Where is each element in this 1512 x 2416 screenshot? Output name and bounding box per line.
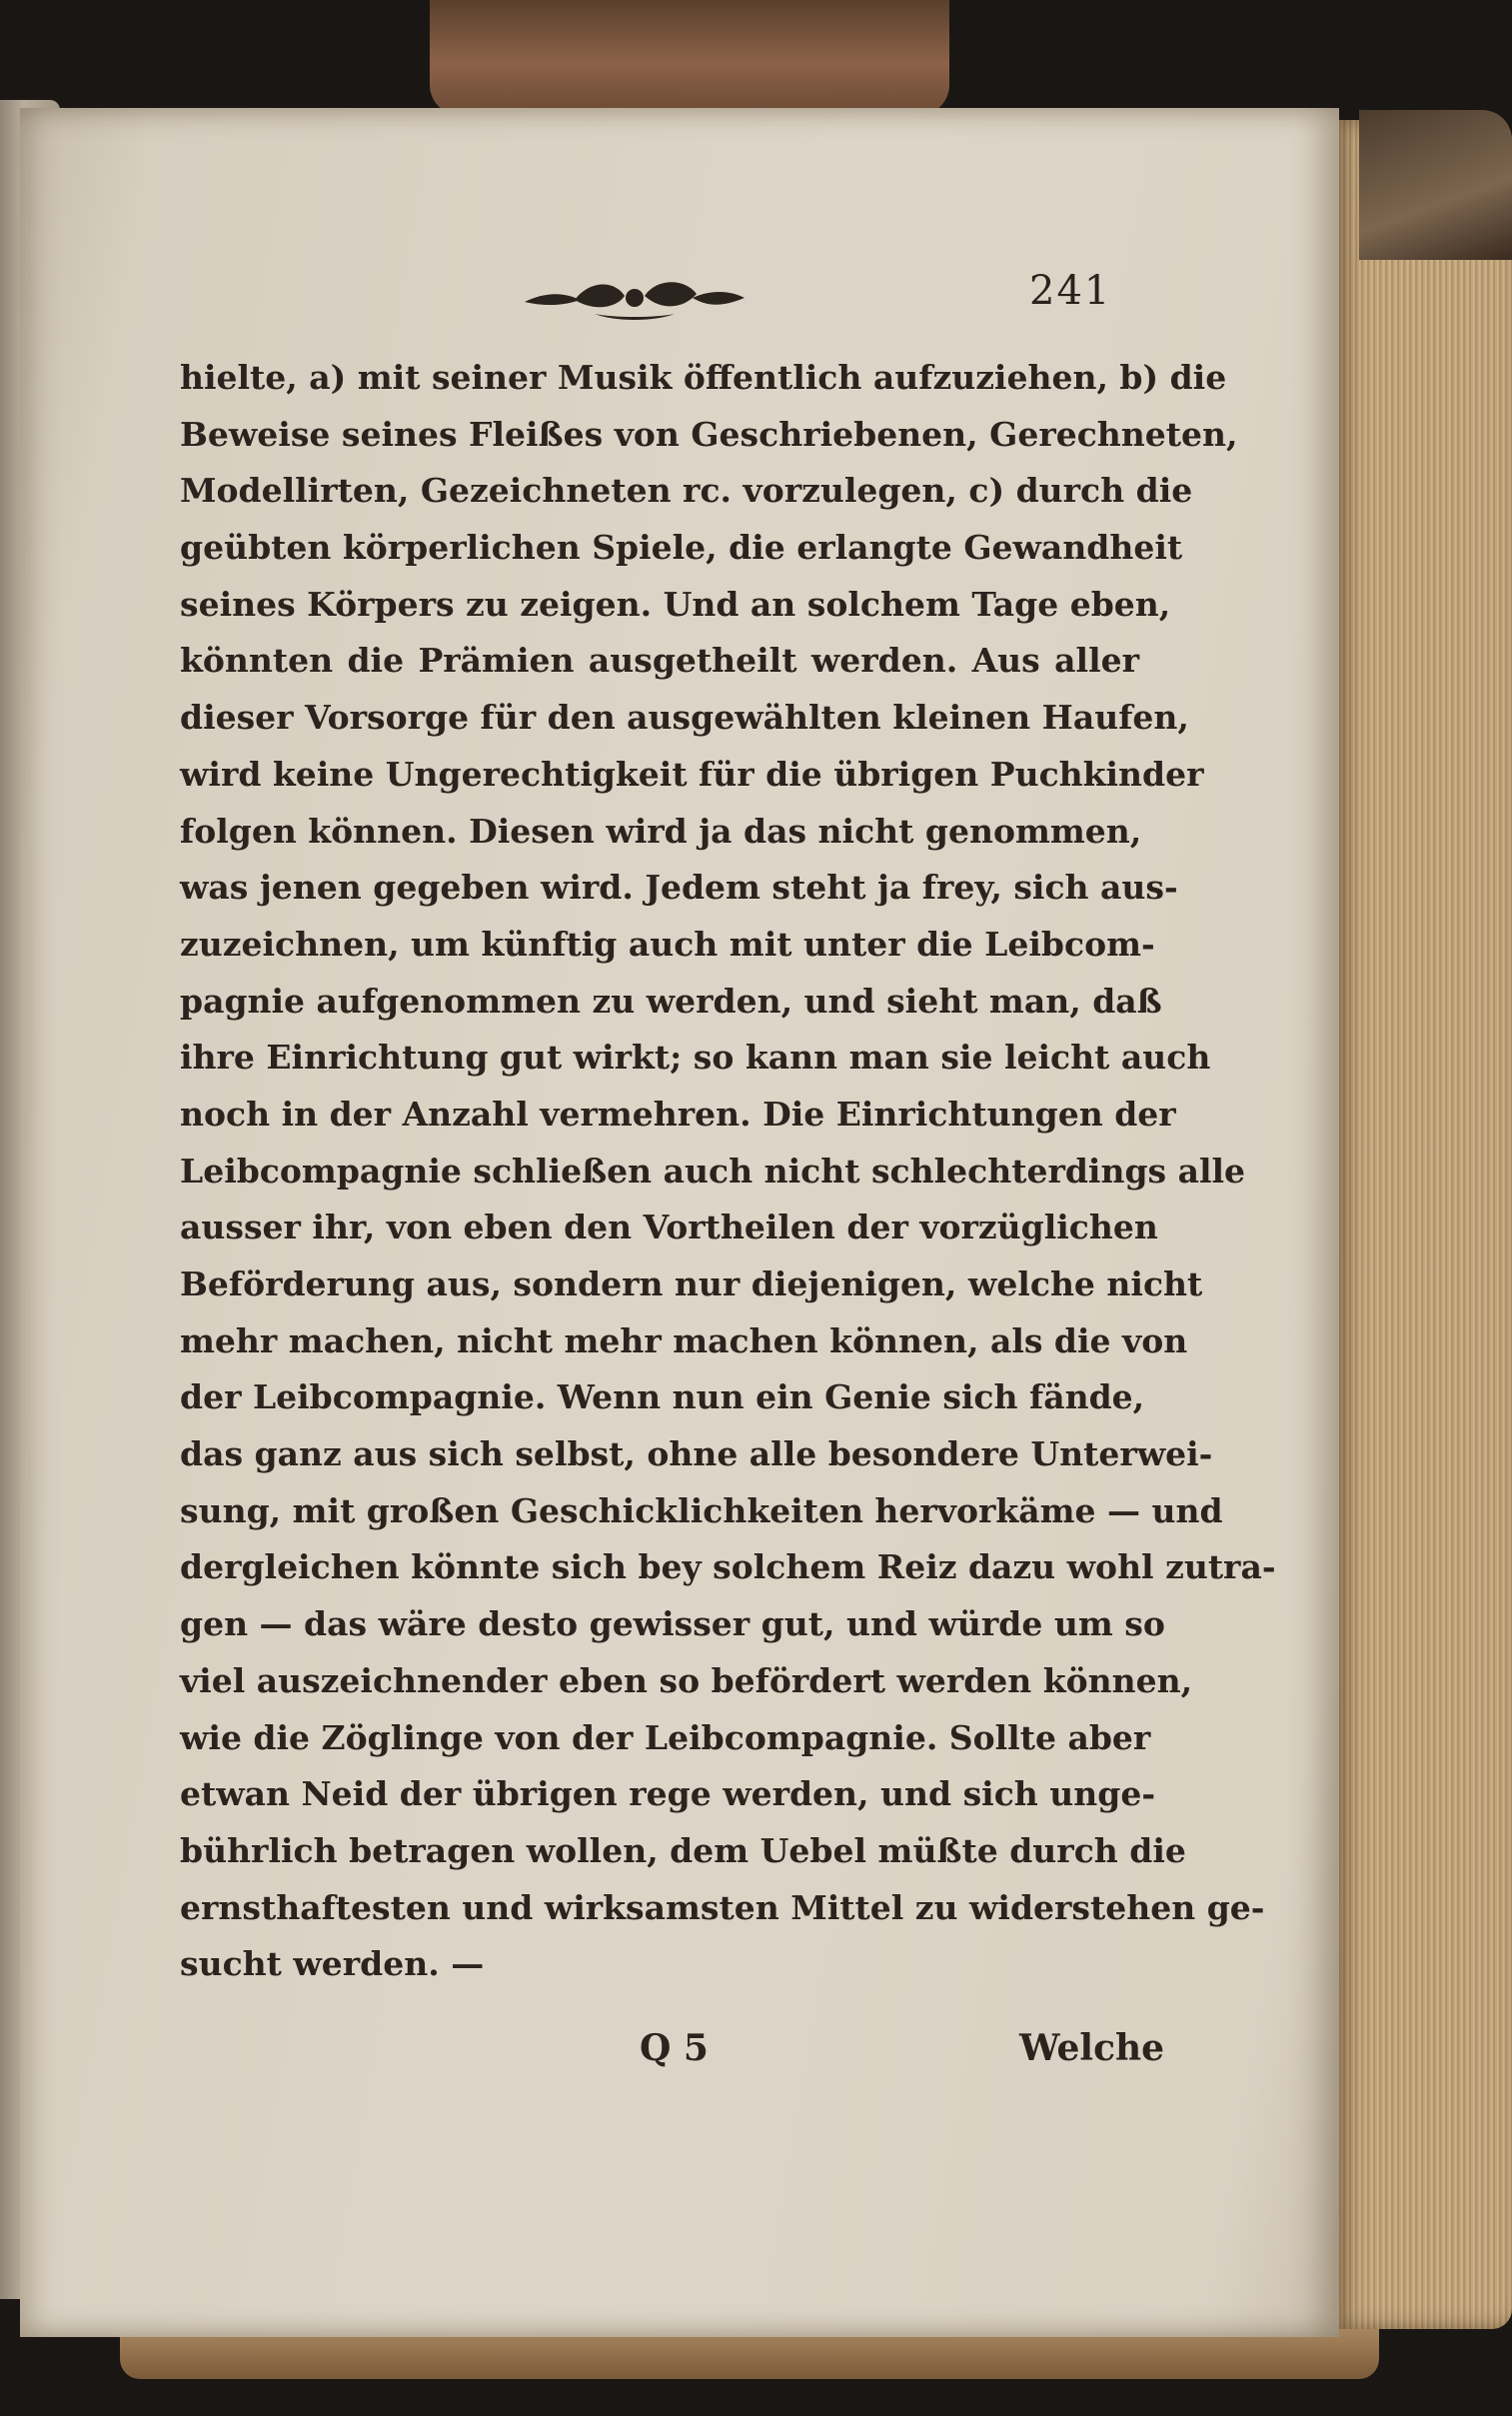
text-line: Beweise seines Fleißes von Geschriebenen, Gerechneten, <box>180 414 1238 454</box>
text-line: viel auszeichnender eben so befördert werden können, <box>180 1660 1193 1700</box>
text-line: ihre Einrichtung gut wirkt; so kann man sie leicht auch <box>180 1038 1211 1078</box>
book-ribbon-strap <box>430 0 949 115</box>
text-line: folgen können. Diesen wird ja das nicht genommen, <box>180 811 1142 851</box>
page-number: 241 <box>1029 268 1112 314</box>
text-line: was jenen gegeben wird. Jedem steht ja frey, sich aus- <box>180 868 1178 908</box>
text-line: noch in der Anzahl vermehren. Die Einrichtungen der <box>180 1094 1176 1134</box>
book-cover-corner <box>1359 110 1512 260</box>
text-line: pagnie aufgenommen zu werden, und sieht man, daß <box>180 981 1162 1021</box>
book-page-stack <box>1334 120 1512 2329</box>
page-header <box>525 268 1124 328</box>
text-line: das ganz aus sich selbst, ohne alle besondere Unterwei- <box>180 1434 1213 1474</box>
text-line: ausser ihr, von eben den Vortheilen der vorzüglichen <box>180 1208 1158 1247</box>
body-text <box>180 350 1276 1993</box>
signature-mark: Q 5 <box>640 2027 709 2069</box>
text-line: Leibcompagnie schließen auch nicht schlechterdings alle <box>180 1151 1246 1191</box>
text-line: Modellirten, Gezeichneten rc. vorzulegen, c) durch die <box>180 471 1193 511</box>
text-line: wird keine Ungerechtigkeit für die übrigen Puchkinder <box>180 754 1204 794</box>
text-line: geübten körperlichen Spiele, die erlangte Gewandheit <box>180 528 1183 568</box>
text-line: mehr machen, nicht mehr machen können, als die von <box>180 1320 1188 1360</box>
text-line: zuzeichnen, um künftig auch mit unter die Leibcom- <box>180 924 1155 964</box>
text-line: sucht werden. — <box>180 1944 485 1984</box>
text-line: wie die Zöglinge von der Leibcompagnie. Sollte aber <box>180 1717 1151 1757</box>
page-footer <box>640 2027 1165 2087</box>
text-line: könnten die Prämien ausgetheilt werden. Aus aller <box>180 641 1139 681</box>
text-line: Beförderung aus, sondern nur diejenigen, welche nicht <box>180 1264 1203 1303</box>
text-line: dergleichen könnte sich bey solchem Reiz dazu wohl zutra- <box>180 1547 1276 1587</box>
text-line: bührlich betragen wollen, dem Uebel müßte durch die <box>180 1830 1186 1870</box>
text-line: sung, mit großen Geschicklichkeiten hervorkäme — und <box>180 1490 1223 1530</box>
text-line: ernsthaftesten und wirksamsten Mittel zu widerstehen ge- <box>180 1887 1265 1927</box>
text-line: hielte, a) mit seiner Musik öffentlich aufzuziehen, b) die <box>180 358 1227 397</box>
text-line: der Leibcompagnie. Wenn nun ein Genie sich fände, <box>180 1377 1145 1417</box>
text-line: etwan Neid der übrigen rege werden, und sich unge- <box>180 1774 1156 1814</box>
fleuron-ornament-icon <box>525 274 745 324</box>
catchword: Welche <box>1019 2027 1165 2069</box>
text-line: gen — das wäre desto gewisser gut, und würde um so <box>180 1604 1165 1644</box>
text-line: seines Körpers zu zeigen. Und an solchem Tage eben, <box>180 584 1171 624</box>
text-line: dieser Vorsorge für den ausgewählten kleinen Haufen, <box>180 698 1189 738</box>
